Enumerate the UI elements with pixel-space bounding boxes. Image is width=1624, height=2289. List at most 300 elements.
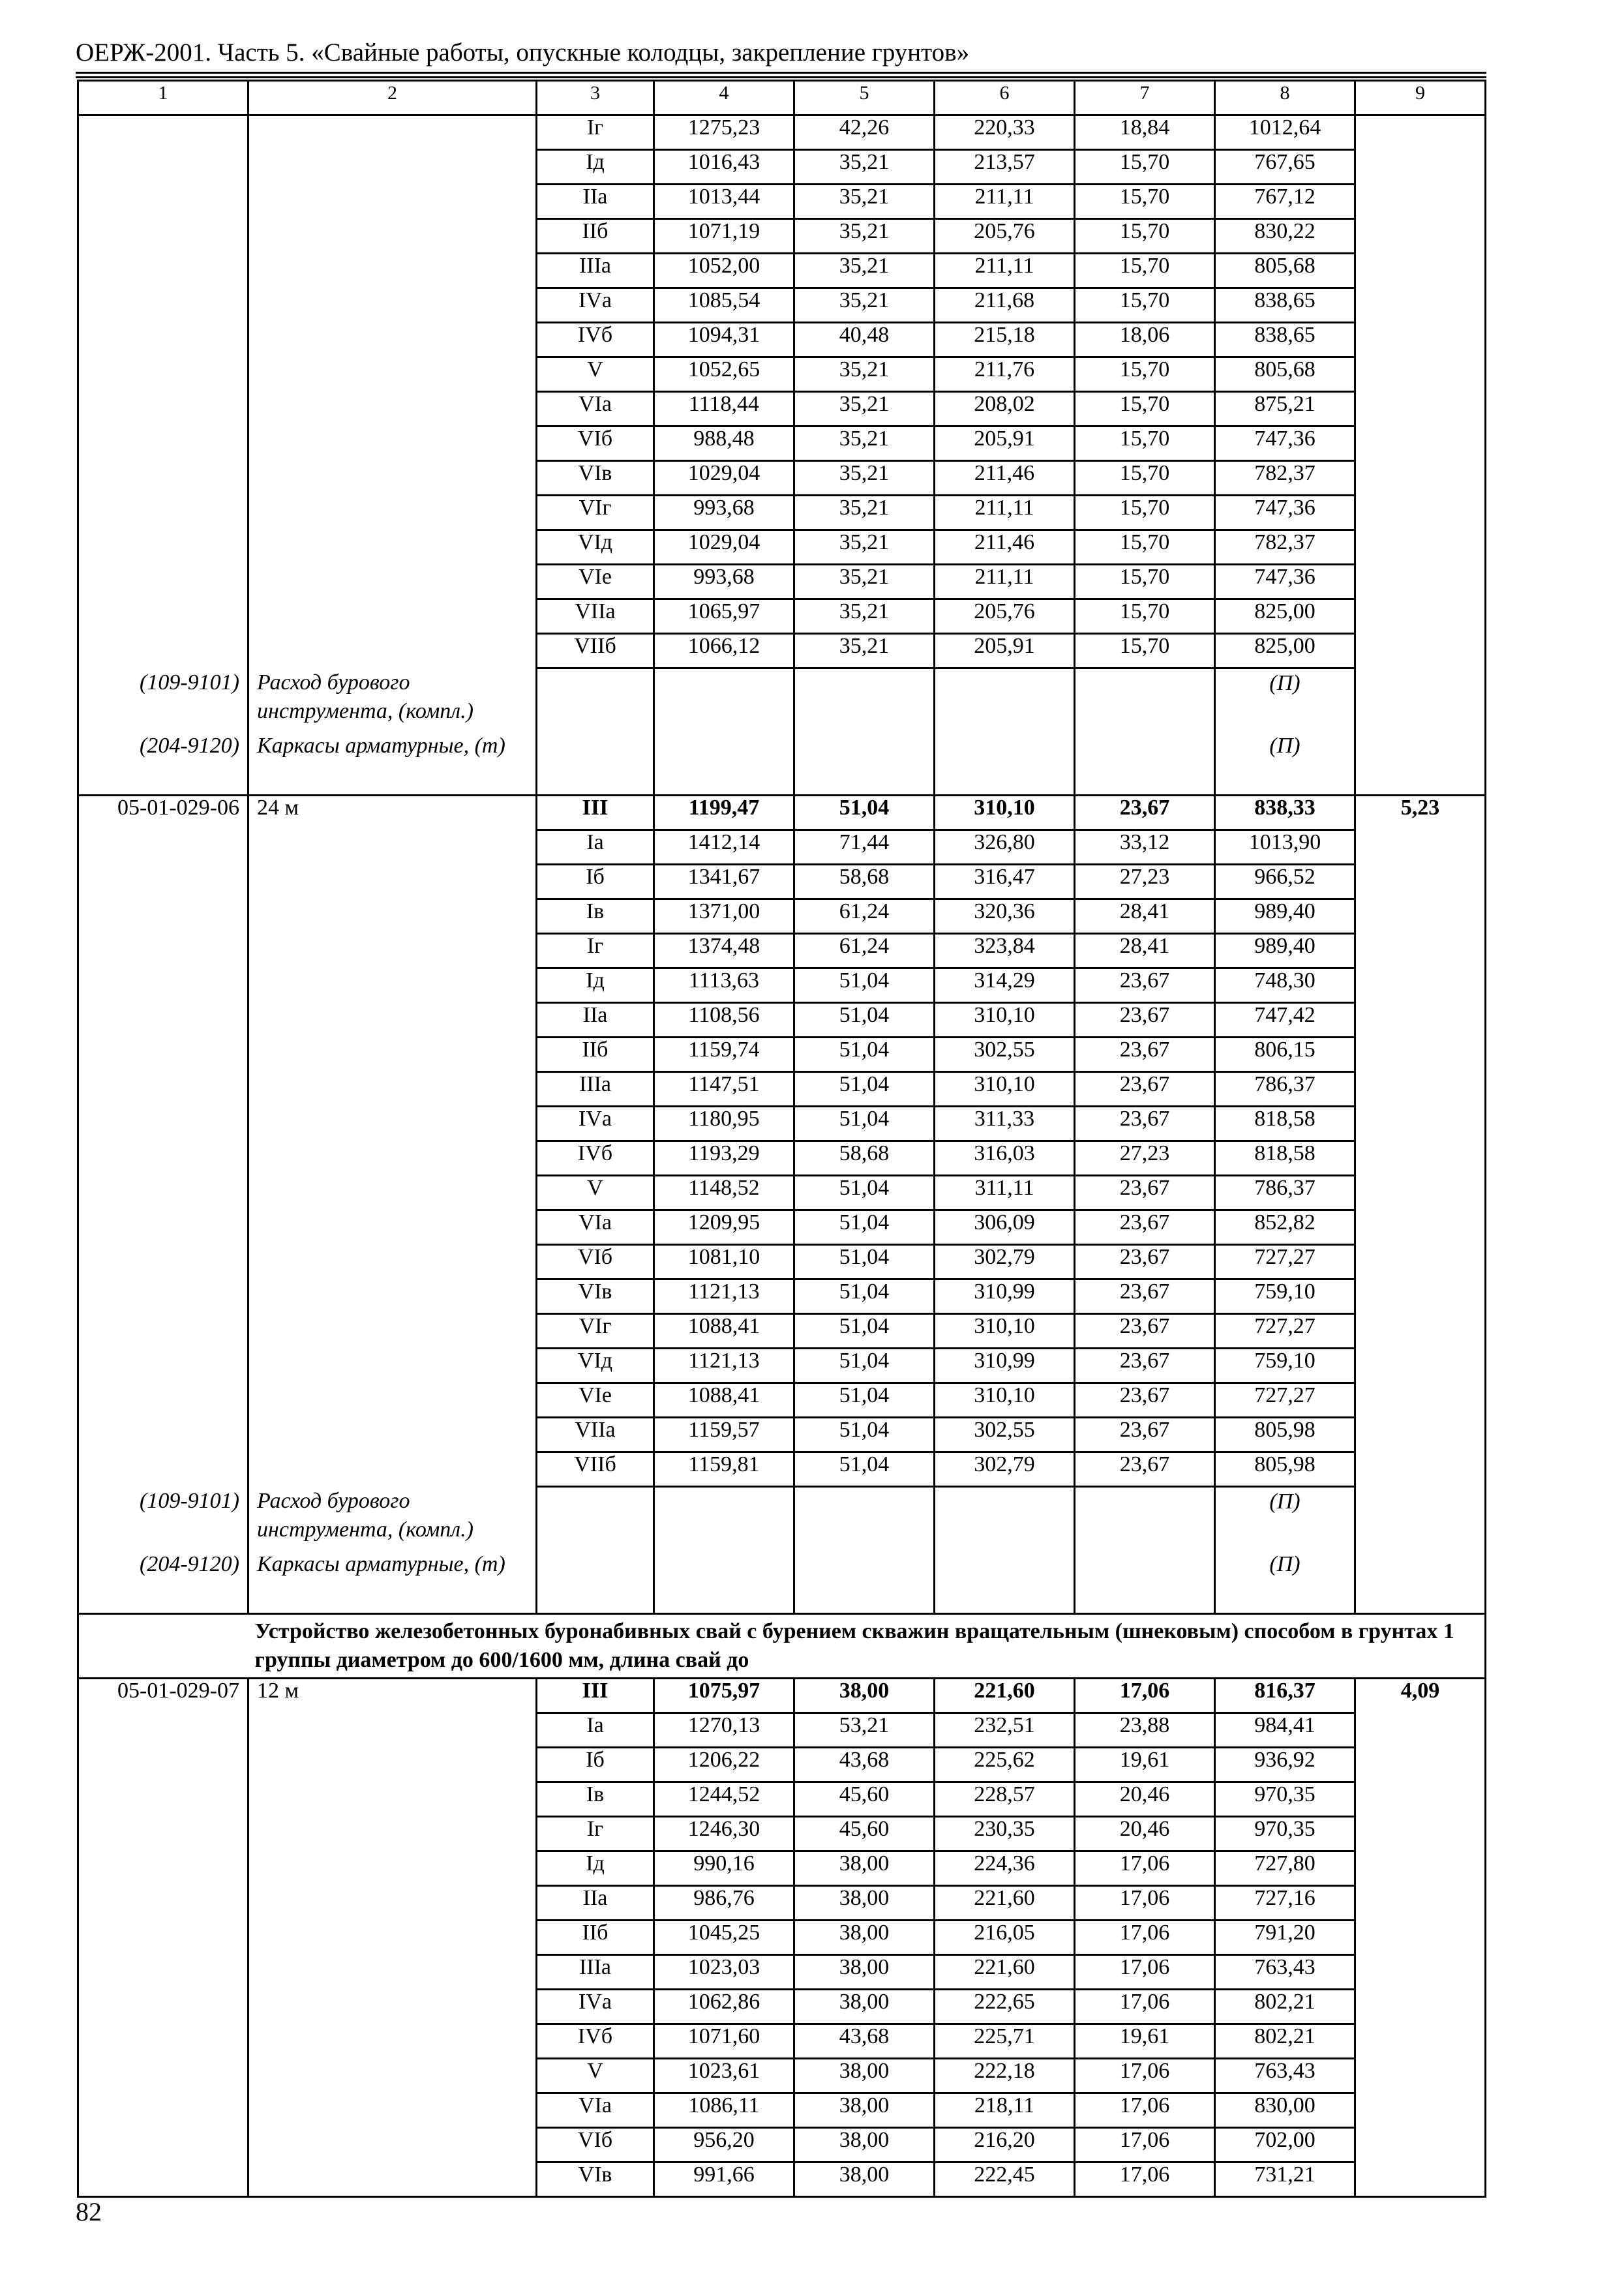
rate-code (78, 2128, 248, 2162)
rate-value: 1246,30 (654, 1817, 794, 1851)
rate-value: 51,04 (794, 968, 935, 1003)
table-row (78, 1990, 1486, 2024)
table-row (78, 1003, 1486, 1038)
rate-code (78, 1748, 248, 1782)
rate-value: 838,65 (1215, 323, 1355, 357)
rate-value: 215,18 (935, 323, 1075, 357)
rate-coefficient (1355, 1955, 1486, 1990)
empty-cell (1355, 1487, 1486, 1551)
column-header: 9 (1355, 81, 1486, 115)
rate-value: 19,61 (1075, 2024, 1215, 2059)
table-row (78, 254, 1486, 288)
rate-value: 17,06 (1075, 1679, 1215, 1713)
empty-cell (794, 668, 935, 732)
rate-value: 1029,04 (654, 530, 794, 565)
rate-value: 1412,14 (654, 830, 794, 865)
rate-value: 1206,22 (654, 1748, 794, 1782)
table-row (78, 1851, 1486, 1886)
rate-name: 24 м (248, 796, 537, 830)
rate-value: 1094,31 (654, 323, 794, 357)
rate-code (78, 254, 248, 288)
rate-code (78, 150, 248, 185)
rate-value: 747,36 (1215, 496, 1355, 530)
column-header: 8 (1215, 81, 1355, 115)
rate-coefficient (1355, 1141, 1486, 1176)
rate-value: 747,36 (1215, 426, 1355, 461)
page-header: ОЕРЖ-2001. Часть 5. «Свайные работы, опускные колодцы, закрепление грунтов» (76, 38, 970, 67)
rate-value: 23,67 (1075, 1349, 1215, 1383)
rate-value: 211,11 (935, 496, 1075, 530)
rate-coefficient (1355, 1418, 1486, 1452)
rate-code: 05-01-029-07 (78, 1679, 248, 1713)
rate-value: 767,65 (1215, 150, 1355, 185)
rate-name (248, 634, 537, 668)
soil-category: IVб (537, 323, 654, 357)
rate-value: 17,06 (1075, 2059, 1215, 2093)
rate-value: 1113,63 (654, 968, 794, 1003)
rate-coefficient (1355, 565, 1486, 599)
rate-value: 1075,97 (654, 1679, 794, 1713)
rate-value: 311,11 (935, 1176, 1075, 1210)
rate-name (248, 185, 537, 219)
rate-name (248, 1782, 537, 1817)
rate-value: 211,76 (935, 357, 1075, 392)
table-row (78, 2024, 1486, 2059)
rate-value: 51,04 (794, 1349, 935, 1383)
rate-code (78, 323, 248, 357)
rate-value: 731,21 (1215, 2162, 1355, 2197)
rate-code (78, 1349, 248, 1383)
soil-category: VIе (537, 565, 654, 599)
table-row (78, 392, 1486, 426)
rate-value: 15,70 (1075, 634, 1215, 668)
rate-value: 71,44 (794, 830, 935, 865)
empty-cell (935, 1487, 1075, 1551)
rate-code (78, 1210, 248, 1245)
soil-category: VIб (537, 1245, 654, 1279)
rate-value: 311,33 (935, 1107, 1075, 1141)
rate-value: 19,61 (1075, 1748, 1215, 1782)
soil-category: VIIа (537, 599, 654, 634)
empty-cell (935, 668, 1075, 732)
empty-cell (1075, 1487, 1215, 1551)
rate-code (78, 1817, 248, 1851)
rate-name: 12 м (248, 1679, 537, 1713)
rate-value: 727,27 (1215, 1383, 1355, 1418)
rate-value: 1088,41 (654, 1383, 794, 1418)
column-header: 7 (1075, 81, 1215, 115)
rate-value: 302,55 (935, 1418, 1075, 1452)
soil-category: VIг (537, 496, 654, 530)
rate-value: 23,67 (1075, 1245, 1215, 1279)
column-header: 3 (537, 81, 654, 115)
rate-value: 211,11 (935, 185, 1075, 219)
rate-value: 991,66 (654, 2162, 794, 2197)
rate-value: 786,37 (1215, 1176, 1355, 1210)
table-row (78, 565, 1486, 599)
rate-value: 35,21 (794, 426, 935, 461)
resource-row (78, 668, 1486, 732)
soil-category: VIб (537, 2128, 654, 2162)
rate-value: 35,21 (794, 599, 935, 634)
rate-value: 17,06 (1075, 2093, 1215, 2128)
rate-value: 1023,03 (654, 1955, 794, 1990)
rate-coefficient (1355, 185, 1486, 219)
rate-coefficient (1355, 1921, 1486, 1955)
soil-category: VIб (537, 426, 654, 461)
rate-name (248, 357, 537, 392)
rate-coefficient (1355, 1210, 1486, 1245)
rate-code (78, 2024, 248, 2059)
section-title: Устройство железобетонных буронабивных свай с бурением скважин вращательным (шнековым) способом в грунтах 1 группы диаметром до 600/1600 мм, длина свай до (248, 1614, 1486, 1679)
rate-coefficient (1355, 1314, 1486, 1349)
rate-value: 936,92 (1215, 1748, 1355, 1782)
rate-value: 970,35 (1215, 1782, 1355, 1817)
rate-value: 310,10 (935, 1072, 1075, 1107)
rate-code (78, 1418, 248, 1452)
rate-code (78, 1990, 248, 2024)
rate-value: 15,70 (1075, 461, 1215, 496)
rate-value: 1121,13 (654, 1349, 794, 1383)
rate-coefficient (1355, 2093, 1486, 2128)
table-row (78, 1245, 1486, 1279)
rate-value: 23,67 (1075, 1314, 1215, 1349)
rate-code (78, 426, 248, 461)
rate-value: 51,04 (794, 1383, 935, 1418)
rate-value: 23,67 (1075, 1003, 1215, 1038)
rate-value: 228,57 (935, 1782, 1075, 1817)
empty-cell (935, 1550, 1075, 1614)
column-header: 5 (794, 81, 935, 115)
rate-coefficient (1355, 1038, 1486, 1072)
rate-value: 17,06 (1075, 1886, 1215, 1921)
soil-category: Iа (537, 1713, 654, 1748)
empty-cell (794, 1550, 935, 1614)
table-row (78, 2093, 1486, 2128)
rate-value: 838,65 (1215, 288, 1355, 323)
rate-name (248, 1452, 537, 1487)
rate-name (248, 2093, 537, 2128)
rate-name (248, 1072, 537, 1107)
rate-value: 27,23 (1075, 1141, 1215, 1176)
rate-value: 221,60 (935, 1955, 1075, 1990)
soil-category: IIIа (537, 1955, 654, 1990)
rate-value: 51,04 (794, 796, 935, 830)
soil-category: VIа (537, 392, 654, 426)
rate-value: 28,41 (1075, 899, 1215, 934)
rate-code (78, 1003, 248, 1038)
rate-code (78, 2093, 248, 2128)
rate-value: 1275,23 (654, 115, 794, 150)
rate-name (248, 426, 537, 461)
rate-value: 316,03 (935, 1141, 1075, 1176)
rate-name (248, 2059, 537, 2093)
table-row (78, 288, 1486, 323)
empty-cell (537, 1487, 654, 1551)
rate-value: 23,67 (1075, 1107, 1215, 1141)
rate-code (78, 1314, 248, 1349)
rate-value: 830,00 (1215, 2093, 1355, 2128)
table-row (78, 2128, 1486, 2162)
table-row (78, 1782, 1486, 1817)
empty-cell (1075, 668, 1215, 732)
rate-name (248, 115, 537, 150)
rate-code (78, 865, 248, 899)
rate-name (248, 899, 537, 934)
rate-value: 15,70 (1075, 565, 1215, 599)
rate-value: 1013,44 (654, 185, 794, 219)
rate-value: 1159,81 (654, 1452, 794, 1487)
soil-category: V (537, 357, 654, 392)
rate-value: 805,68 (1215, 254, 1355, 288)
rate-value: 986,76 (654, 1886, 794, 1921)
rate-code (78, 1279, 248, 1314)
rate-value: 1086,11 (654, 2093, 794, 2128)
soil-category: IIIа (537, 1072, 654, 1107)
rate-value: 323,84 (935, 934, 1075, 968)
rate-name (248, 934, 537, 968)
soil-category: VIа (537, 2093, 654, 2128)
rate-value: 302,79 (935, 1452, 1075, 1487)
rate-value: 805,98 (1215, 1452, 1355, 1487)
rate-value: 966,52 (1215, 865, 1355, 899)
rate-value: 1052,65 (654, 357, 794, 392)
rate-value: 989,40 (1215, 899, 1355, 934)
rate-value: 830,22 (1215, 219, 1355, 254)
rate-value: 23,67 (1075, 1176, 1215, 1210)
rate-value: 763,43 (1215, 2059, 1355, 2093)
rate-value: 786,37 (1215, 1072, 1355, 1107)
rate-value: 15,70 (1075, 219, 1215, 254)
rate-name (248, 1210, 537, 1245)
soil-category: IVа (537, 1107, 654, 1141)
rate-value: 727,27 (1215, 1314, 1355, 1349)
table-row (78, 899, 1486, 934)
empty-cell (794, 732, 935, 796)
rate-value: 45,60 (794, 1817, 935, 1851)
rate-value: 310,99 (935, 1349, 1075, 1383)
rate-code (78, 830, 248, 865)
rate-value: 747,42 (1215, 1003, 1355, 1038)
rate-name (248, 2162, 537, 2197)
rate-value: 61,24 (794, 899, 935, 934)
rate-value: 53,21 (794, 1713, 935, 1748)
rate-value: 852,82 (1215, 1210, 1355, 1245)
rate-value: 35,21 (794, 392, 935, 426)
rate-coefficient (1355, 899, 1486, 934)
rate-value: 1371,00 (654, 899, 794, 934)
empty-cell (1355, 732, 1486, 796)
rate-code (78, 968, 248, 1003)
empty-cell (654, 1487, 794, 1551)
soil-category: IIа (537, 1003, 654, 1038)
empty-cell (654, 668, 794, 732)
rate-value: 1199,47 (654, 796, 794, 830)
rate-value: 1062,86 (654, 1990, 794, 2024)
rate-value: 38,00 (794, 1921, 935, 1955)
soil-category: VIв (537, 1279, 654, 1314)
table-row (78, 1210, 1486, 1245)
soil-category: VIа (537, 1210, 654, 1245)
rate-value: 38,00 (794, 2128, 935, 2162)
rate-name (248, 150, 537, 185)
rate-coefficient (1355, 1886, 1486, 1921)
table-row (78, 115, 1486, 150)
rate-value: 35,21 (794, 219, 935, 254)
resource-name: Расход бурового инструмента, (компл.) (248, 1487, 537, 1551)
rate-value: 1244,52 (654, 1782, 794, 1817)
soil-category: Iг (537, 115, 654, 150)
rate-name (248, 1349, 537, 1383)
rate-value: 759,10 (1215, 1349, 1355, 1383)
soil-category: V (537, 2059, 654, 2093)
rate-value: 302,55 (935, 1038, 1075, 1072)
rate-value: 989,40 (1215, 934, 1355, 968)
rate-name (248, 1817, 537, 1851)
rate-value: 17,06 (1075, 1921, 1215, 1955)
table-row (78, 796, 1486, 830)
rate-value: 1085,54 (654, 288, 794, 323)
rates-table-body (78, 81, 1486, 2197)
resource-unit: (П) (1215, 1487, 1355, 1551)
rate-value: 58,68 (794, 1141, 935, 1176)
rate-value: 956,20 (654, 2128, 794, 2162)
soil-category: VIIб (537, 634, 654, 668)
table-row (78, 1349, 1486, 1383)
rate-value: 990,16 (654, 1851, 794, 1886)
rate-value: 15,70 (1075, 392, 1215, 426)
rate-value: 23,67 (1075, 1452, 1215, 1487)
resource-code: (109-9101) (78, 668, 248, 732)
empty-cell (1355, 668, 1486, 732)
soil-category: IVб (537, 1141, 654, 1176)
rate-name (248, 461, 537, 496)
rate-name (248, 1383, 537, 1418)
rate-value: 23,67 (1075, 1072, 1215, 1107)
rate-name (248, 1245, 537, 1279)
soil-category: VIIа (537, 1418, 654, 1452)
table-row (78, 830, 1486, 865)
rate-value: 310,10 (935, 796, 1075, 830)
soil-category: Iд (537, 968, 654, 1003)
table-row (78, 968, 1486, 1003)
rate-value: 1159,74 (654, 1038, 794, 1072)
soil-category: VIд (537, 1349, 654, 1383)
soil-category: IIб (537, 219, 654, 254)
empty-cell (537, 732, 654, 796)
rate-value: 316,47 (935, 865, 1075, 899)
rate-coefficient (1355, 461, 1486, 496)
rate-value: 216,20 (935, 2128, 1075, 2162)
rate-value: 310,10 (935, 1383, 1075, 1418)
rate-value: 727,80 (1215, 1851, 1355, 1886)
empty-cell (1355, 1550, 1486, 1614)
rate-value: 1374,48 (654, 934, 794, 968)
rate-name (248, 1886, 537, 1921)
rate-value: 993,68 (654, 565, 794, 599)
rate-value: 23,67 (1075, 1383, 1215, 1418)
rate-value: 38,00 (794, 1990, 935, 2024)
rate-code (78, 392, 248, 426)
column-header: 6 (935, 81, 1075, 115)
rate-name (248, 830, 537, 865)
section-banner-row (78, 1614, 1486, 1679)
rate-value: 58,68 (794, 865, 935, 899)
resource-unit: (П) (1215, 732, 1355, 796)
rate-value: 38,00 (794, 2059, 935, 2093)
rate-value: 35,21 (794, 357, 935, 392)
rate-code (78, 1851, 248, 1886)
rate-value: 211,46 (935, 461, 1075, 496)
rate-value: 805,68 (1215, 357, 1355, 392)
soil-category: IIа (537, 185, 654, 219)
empty-cell (1075, 732, 1215, 796)
rate-value: 15,70 (1075, 599, 1215, 634)
rate-code (78, 934, 248, 968)
rate-value: 17,06 (1075, 1990, 1215, 2024)
rate-value: 23,67 (1075, 1038, 1215, 1072)
rate-coefficient (1355, 968, 1486, 1003)
soil-category: Iг (537, 934, 654, 968)
rate-value: 205,76 (935, 219, 1075, 254)
rate-value: 993,68 (654, 496, 794, 530)
rate-coefficient (1355, 2162, 1486, 2197)
rate-code (78, 1383, 248, 1418)
rate-value: 220,33 (935, 115, 1075, 150)
rate-value: 35,21 (794, 565, 935, 599)
rate-value: 825,00 (1215, 599, 1355, 634)
rate-value: 35,21 (794, 288, 935, 323)
rate-value: 208,02 (935, 392, 1075, 426)
table-row (78, 1279, 1486, 1314)
rate-name (248, 1921, 537, 1955)
empty-cell (654, 1550, 794, 1614)
soil-category: VIIб (537, 1452, 654, 1487)
soil-category: Iд (537, 1851, 654, 1886)
rate-code (78, 1245, 248, 1279)
rate-value: 230,35 (935, 1817, 1075, 1851)
soil-category: VIг (537, 1314, 654, 1349)
rate-value: 232,51 (935, 1713, 1075, 1748)
rate-name (248, 288, 537, 323)
soil-category: VIд (537, 530, 654, 565)
rate-value: 802,21 (1215, 2024, 1355, 2059)
rate-coefficient (1355, 357, 1486, 392)
rate-value: 17,06 (1075, 1955, 1215, 1990)
rates-table (77, 80, 1486, 2198)
rate-name (248, 865, 537, 899)
soil-category: IVа (537, 288, 654, 323)
rate-code (78, 1038, 248, 1072)
rate-value: 211,46 (935, 530, 1075, 565)
soil-category: Iб (537, 865, 654, 899)
rate-code (78, 1955, 248, 1990)
rate-value: 1023,61 (654, 2059, 794, 2093)
rate-value: 51,04 (794, 1418, 935, 1452)
rate-code (78, 357, 248, 392)
resource-unit: (П) (1215, 1550, 1355, 1614)
table-row (78, 865, 1486, 899)
rate-coefficient (1355, 934, 1486, 968)
rate-value: 1121,13 (654, 1279, 794, 1314)
rate-coefficient (1355, 1245, 1486, 1279)
rate-value: 28,41 (1075, 934, 1215, 968)
table-row (78, 1038, 1486, 1072)
rate-value: 15,70 (1075, 185, 1215, 219)
rate-value: 23,67 (1075, 1210, 1215, 1245)
rate-value: 51,04 (794, 1038, 935, 1072)
rate-value: 51,04 (794, 1210, 935, 1245)
